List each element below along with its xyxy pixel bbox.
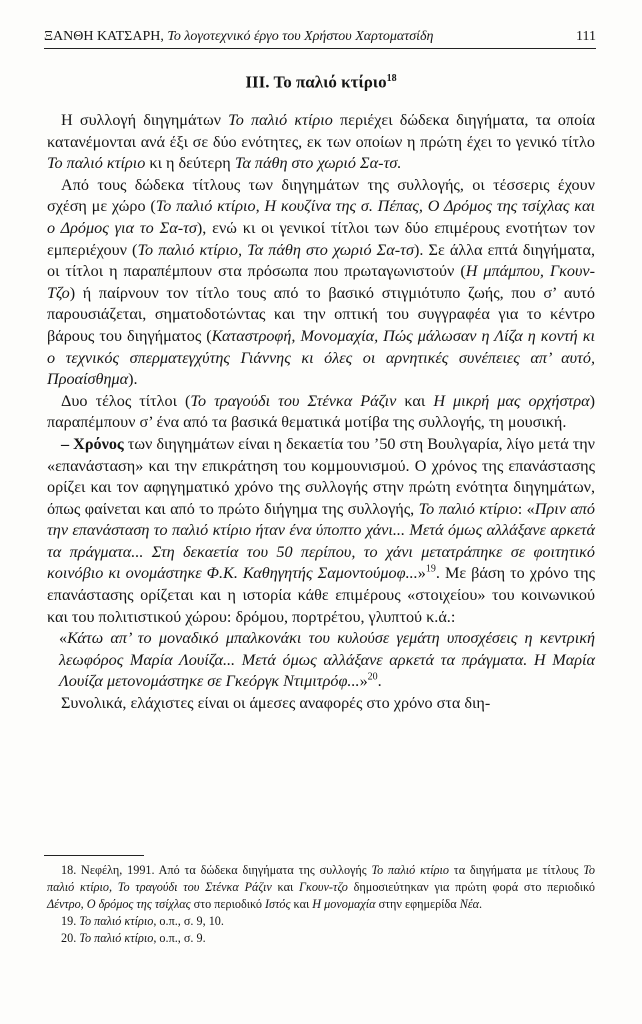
text-run: περιέχει δώδεκα διηγήματα, τα οποία κατανέμονται ανά έξι σε δύο ενότητες, εκ των οποίων η πρώτη έχει το γενικό τίτλο	[47, 111, 595, 151]
italic-run: Το παλιό κτίριο	[79, 914, 154, 928]
paragraph-3	[47, 391, 595, 434]
header-author: ΞΑΝΘΗ ΚΑΤΣΑΡΗ,	[44, 29, 164, 44]
text-run: 19.	[61, 914, 80, 928]
text-run: Συνολικά, ελάχιστες είναι οι άμεσες αναφορές στο χρόνο στα διη-	[61, 694, 491, 713]
text-run: ).	[128, 370, 138, 389]
bold-lead-word: – Χρόνος	[61, 434, 124, 453]
italic-run: Το τραγούδι του Στένκα Ράζιν	[190, 391, 397, 410]
text-run: . Με βάση το χρόνο της επανάστασης ορίζεται και η ιστορία κάθε επιμέρους «στοιχείου» του κοινωνικού και του πολιτιστικού χώρου: δρόμου, πορτρέτου, γλυπτού κ.ά.:	[47, 564, 595, 626]
footnote-ref-20: 20	[367, 672, 378, 684]
text-run: ), ενώ κι οι γενικοί τίτλοι των δύο επιμέρους ενοτήτων τον εμπεριέχουν (	[47, 218, 595, 259]
italic-run: Το παλιό κτίριο	[418, 499, 518, 518]
paragraph-4	[47, 434, 595, 628]
paragraph-2	[47, 175, 595, 391]
footnote-18	[47, 862, 595, 913]
italic-run: Το παλιό κτίριο	[228, 111, 333, 129]
italic-run: Το παλιό κτίριο	[371, 863, 449, 877]
italic-run: Η μικρή μας ορχήστρα	[433, 391, 590, 410]
italic-run: Το παλιό κτίριο	[47, 154, 146, 173]
italic-run: Το παλιό κτίριο, Τα πάθη στο χωριό Σα-τσ	[137, 240, 414, 259]
body-text	[47, 110, 595, 715]
header-work-title: Το λογοτεχνικό έργο του Χρήστου Χαρτοματσίδη	[167, 29, 434, 44]
text-run: , ο.π., σ. 9.	[153, 931, 206, 945]
text-run: Από τους δώδεκα τίτλους των διηγημάτων της συλλογής, οι τέσσερις έχουν σχέση με χώρο (	[47, 175, 595, 216]
text-run: Δυο τέλος τίτλοι (	[61, 391, 191, 410]
text-run: Η συλλογή διηγημάτων	[61, 111, 229, 129]
italic-run: Η μονομαχία	[312, 897, 376, 911]
italic-run: Καταστροφή, Μονομαχία, Πώς μάλωσαν η Λίζα η κοντή κι ο τεχνικός σπερματεγχύτης Γιάννης κι όλες οι αρνητικές συνέπειες απ’ αυτό, Προαίσθημα	[47, 326, 595, 389]
text-run: των διηγημάτων είναι η δεκαετία του ’50 στη Βουλγαρία, λίγο μετά την «επανάσταση» και την επικράτηση του κομμουνισμού. Ο χρόνος της επανάστασης ορίζει και τον αφηγηματικό χρόνο της συλλογής στην πρώτη ενότητα διηγημάτων, όπως φαίνεται και από το πρώτο διήγημα της συλλογής,	[47, 434, 595, 518]
block-quote	[47, 628, 595, 693]
text-run: και	[290, 897, 313, 911]
section-title-text: ΙΙΙ. Το παλιό κτίριο	[245, 72, 387, 92]
header-rule	[44, 48, 596, 49]
paragraph-5	[47, 693, 595, 715]
text-run: δημοσιεύτηκαν για πρώτη φορά στο περιοδικό	[347, 880, 595, 894]
paragraph-1	[47, 110, 595, 175]
text-run: 18. Νεφέλη, 1991. Από τα δώδεκα διηγήματα της συλλογής	[61, 863, 372, 877]
italic-run: Το παλιό κτίριο, Το τραγούδι του Στένκα Ράζιν	[47, 863, 596, 894]
italic-run: Νέα	[459, 897, 480, 911]
page-number: 111	[576, 29, 596, 44]
footnote-rule	[44, 855, 144, 856]
footnote-ref-18: 18	[386, 73, 397, 84]
italic-run: Γκουν-τζο	[299, 880, 348, 894]
text-run: 20.	[61, 931, 80, 945]
text-run: .	[377, 672, 382, 691]
text-run: στο περιοδικό	[190, 897, 265, 911]
text-run: και	[396, 391, 434, 410]
italic-run: Τα πάθη στο χωριό Σα-τσ.	[234, 154, 402, 173]
text-run: ) ή παίρνουν τον τίτλο τους από το βασικό στιγμιότυπο ζωής, που σ’ αυτό παρουσιάζεται, σηματοδοτώντας και την οπτική του συγγραφέα για το κέντρο βάρους του διηγήματος (	[47, 283, 595, 345]
text-run: και	[271, 880, 300, 894]
text-run: ) παραπέμπουν σ’ ένα από τα βασικά θεματικά μοτίβα της συλλογής, τη μουσική.	[47, 391, 595, 432]
section-title	[0, 69, 642, 93]
text-run: : «	[517, 499, 535, 518]
text-run: »	[417, 564, 426, 583]
footnote-19	[47, 913, 595, 930]
text-run: τα διηγήματα με τίτλους	[449, 863, 584, 877]
italic-run: Δέντρο, Ο δρόμος της τσίχλας	[47, 897, 191, 911]
italic-run: Η μπάμπου, Γκουν-Τζο	[47, 262, 595, 302]
italic-run: Το παλιό κτίριο	[79, 931, 154, 945]
footnote-ref-19: 19	[425, 564, 436, 576]
text-run: »	[359, 672, 368, 691]
footnotes	[47, 862, 595, 947]
text-run: «	[59, 629, 68, 648]
text-run: .	[479, 897, 483, 911]
text-run: στην εφημερίδα	[375, 897, 460, 911]
text-run: , ο.π., σ. 9, 10.	[153, 914, 224, 928]
running-header	[44, 29, 596, 45]
text-run: ). Σε άλλα επτά διηγήματα, οι τίτλοι η παραπέμπουν στα πρόσωπα που πρωταγωνιστούν (	[47, 240, 595, 281]
italic-run: Ιστός	[265, 897, 291, 911]
italic-run: Το παλιό κτίριο, Η κουζίνα της σ. Πέπας, Ο Δρόμος της τσίχλας και ο Δρόμος για το Σα-τσ	[47, 197, 595, 237]
italic-run: Πριν από την επανάσταση το παλιό κτίριο ήταν ένα ύποπτο χάνι... Μετά όμως αλλάξανε αρκετά τα πράγματα... Στη δεκαετία του 50 περίπου, το χάνι μετατράπηκε σε φοιτητικό κοινόβιο κι ονομάστηκε Φ.Κ. Καθηγητής Σαμοντούμοφ...	[47, 499, 596, 583]
text-run: κι η δεύτερη	[145, 154, 235, 173]
italic-run: Κάτω απ’ το μοναδικό μπαλκονάκι του κυλούσε γεμάτη υποσχέσεις η κεντρική λεωφόρος Μαρία Λουίζα... Μετά όμως αλλάξανε αρκετά τα πράγματα. Η Μαρία Λουίζα μετονομάστηκε σε Γκεόργκ Ντιμιτρόφ...	[59, 629, 595, 691]
footnote-20	[47, 930, 595, 947]
